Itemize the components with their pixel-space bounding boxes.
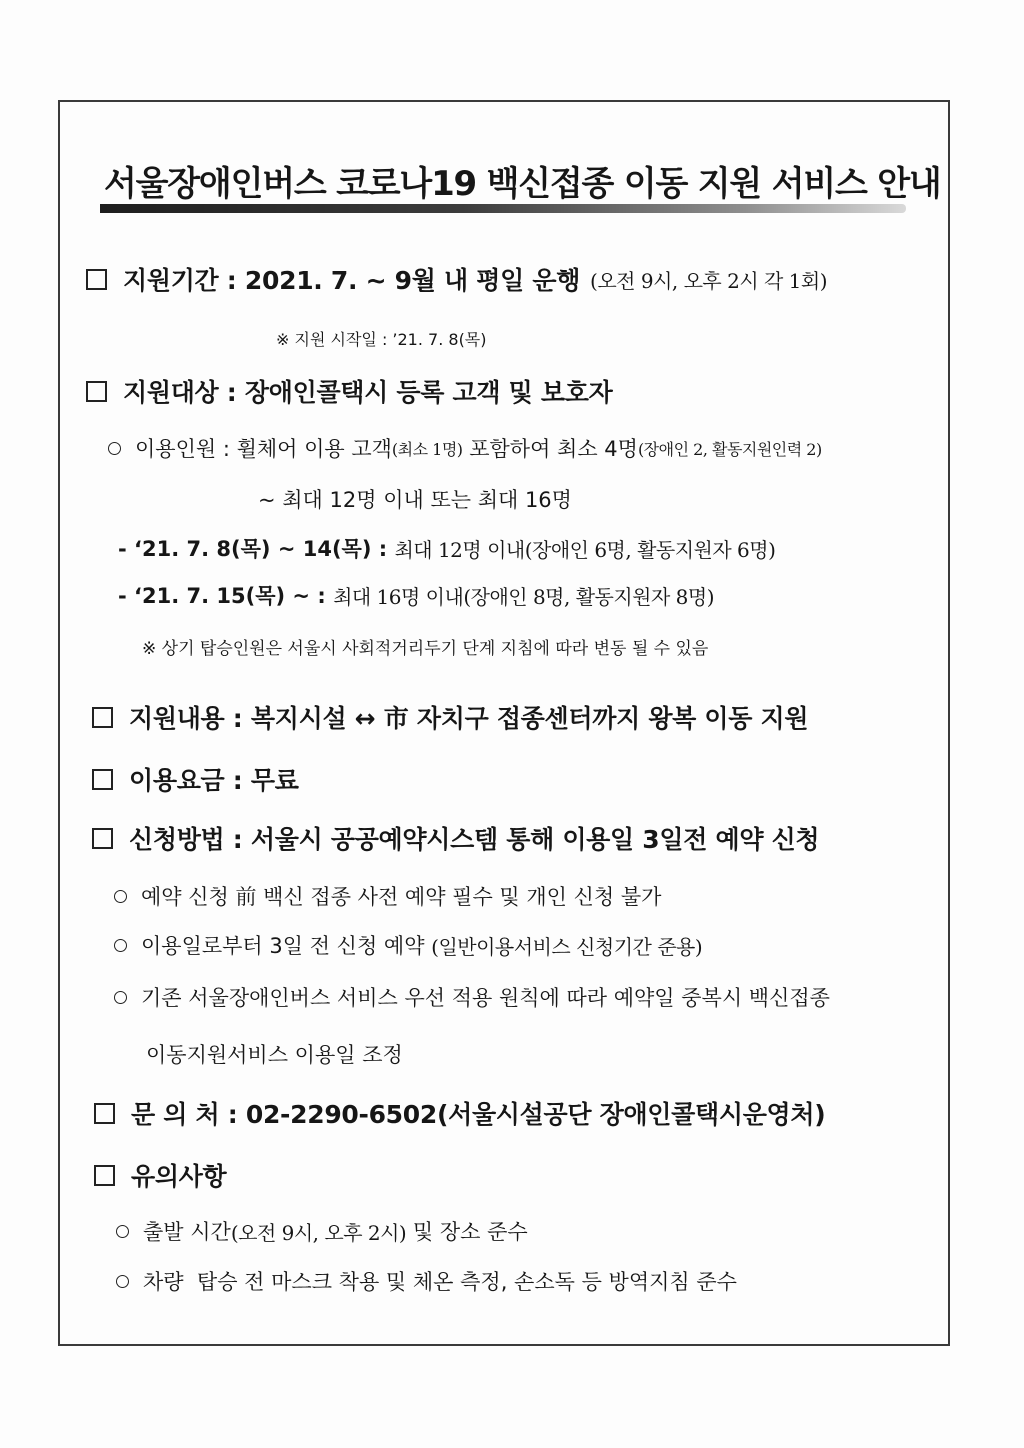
period-label: 지원기간 : 2021. 7. ~ 9월 내 평일 운행 [123, 266, 581, 295]
range2-date: - ‘21. 7. 15(목) ~ : [118, 584, 334, 608]
checkbox-icon [86, 269, 107, 290]
capacity-row [108, 433, 822, 463]
range2-text: 최대 16명 이내(장애인 8명, 활동지원자 8명) [333, 584, 715, 609]
capacity-text-b: (최소 1명) [391, 439, 463, 459]
checkbox-icon [92, 769, 113, 790]
capacity-text-c: 포함하여 최소 4명 [462, 437, 638, 461]
checkbox-icon [92, 707, 113, 728]
apply-item3-line2: 이동지원서비스 이용일 조정 [146, 1043, 403, 1067]
page-title: 서울장애인버스 코로나19 백신접종 이동 지원 서비스 안내 [104, 164, 941, 204]
capacity-text-d: (장애인 2, 활동지원인력 2) [637, 439, 822, 459]
range2-row [118, 580, 714, 610]
apply-row [92, 820, 819, 856]
fee-label: 이용요금 : 무료 [129, 766, 299, 795]
checkbox-icon [86, 381, 107, 402]
bullet-circle-icon [116, 1275, 129, 1288]
apply-item2-a: 이용일로부터 3일 전 신청 예약 [141, 934, 432, 958]
period-row [86, 261, 827, 297]
target-label: 지원대상 : 장애인콜택시 등록 고객 및 보호자 [123, 378, 613, 407]
apply-label: 신청방법 : 서울시 공공예약시스템 통해 이용일 3일전 예약 신청 [129, 825, 820, 854]
period-detail: (오전 9시, 오후 2시 각 1회) [590, 268, 828, 293]
checkbox-icon [94, 1103, 115, 1124]
range1-text: 최대 12명 이내(장애인 6명, 활동지원자 6명) [394, 537, 776, 562]
content-row [92, 699, 808, 735]
checkbox-icon [92, 828, 113, 849]
contact-label: 문 의 처 : 02-2290-6502(서울시설공단 장애인콜택시운영처) [131, 1100, 826, 1129]
notice-row [94, 1157, 226, 1193]
apply-item2-b: (일반이용서비스 신청기간 준용) [431, 934, 703, 959]
target-note: ※ 상기 탑승인원은 서울시 사회적거리두기 단계 지침에 따라 변동 될 수 있음 [142, 639, 709, 659]
target-row [86, 373, 612, 409]
bullet-circle-icon [114, 939, 127, 952]
notice-label: 유의사항 [131, 1162, 227, 1191]
bullet-circle-icon [108, 442, 121, 455]
notice-item1-b: (오전 9시, 오후 2시) [230, 1220, 407, 1245]
target-note-row [142, 634, 708, 659]
notice-item1-c: 및 장소 준수 [406, 1220, 528, 1244]
apply-item3-line1: 기존 서울장애인버스 서비스 우선 적용 원칙에 따라 예약일 중복시 백신접종 [141, 986, 830, 1010]
notice-item1-a: 출발 시간 [143, 1220, 231, 1244]
bullet-circle-icon [116, 1225, 129, 1238]
content-label: 지원내용 : 복지시설 ↔ 市 자치구 접종센터까지 왕복 이동 지원 [129, 704, 809, 733]
period-note-text: ※ 지원 시작일 : ’21. 7. 8(목) [276, 330, 487, 349]
apply-item3-cont [146, 1039, 403, 1069]
bullet-circle-icon [114, 890, 127, 903]
capacity-max-row [258, 484, 572, 514]
range1-date: - ‘21. 7. 8(목) ~ 14(목) : [118, 537, 395, 561]
capacity-text-a: 이용인원 : 휠체어 이용 고객 [135, 437, 392, 461]
apply-item1: 예약 신청 前 백신 접종 사전 예약 필수 및 개인 신청 불가 [141, 885, 662, 909]
contact-row [94, 1095, 825, 1131]
apply-item1-row [114, 881, 661, 911]
bullet-circle-icon [114, 991, 127, 1004]
apply-item2-row [114, 930, 702, 960]
apply-item3-row [114, 982, 830, 1012]
title-underline [100, 204, 906, 213]
notice-item1-row [116, 1216, 528, 1246]
range1-row [118, 533, 775, 563]
checkbox-icon [94, 1165, 115, 1186]
notice-item2: 차량 탑승 전 마스크 착용 및 체온 측정, 손소독 등 방역지침 준수 [143, 1270, 737, 1294]
capacity-max: ~ 최대 12명 이내 또는 최대 16명 [258, 488, 572, 512]
fee-row [92, 761, 299, 797]
notice-item2-row [116, 1266, 737, 1296]
period-note [276, 327, 487, 350]
